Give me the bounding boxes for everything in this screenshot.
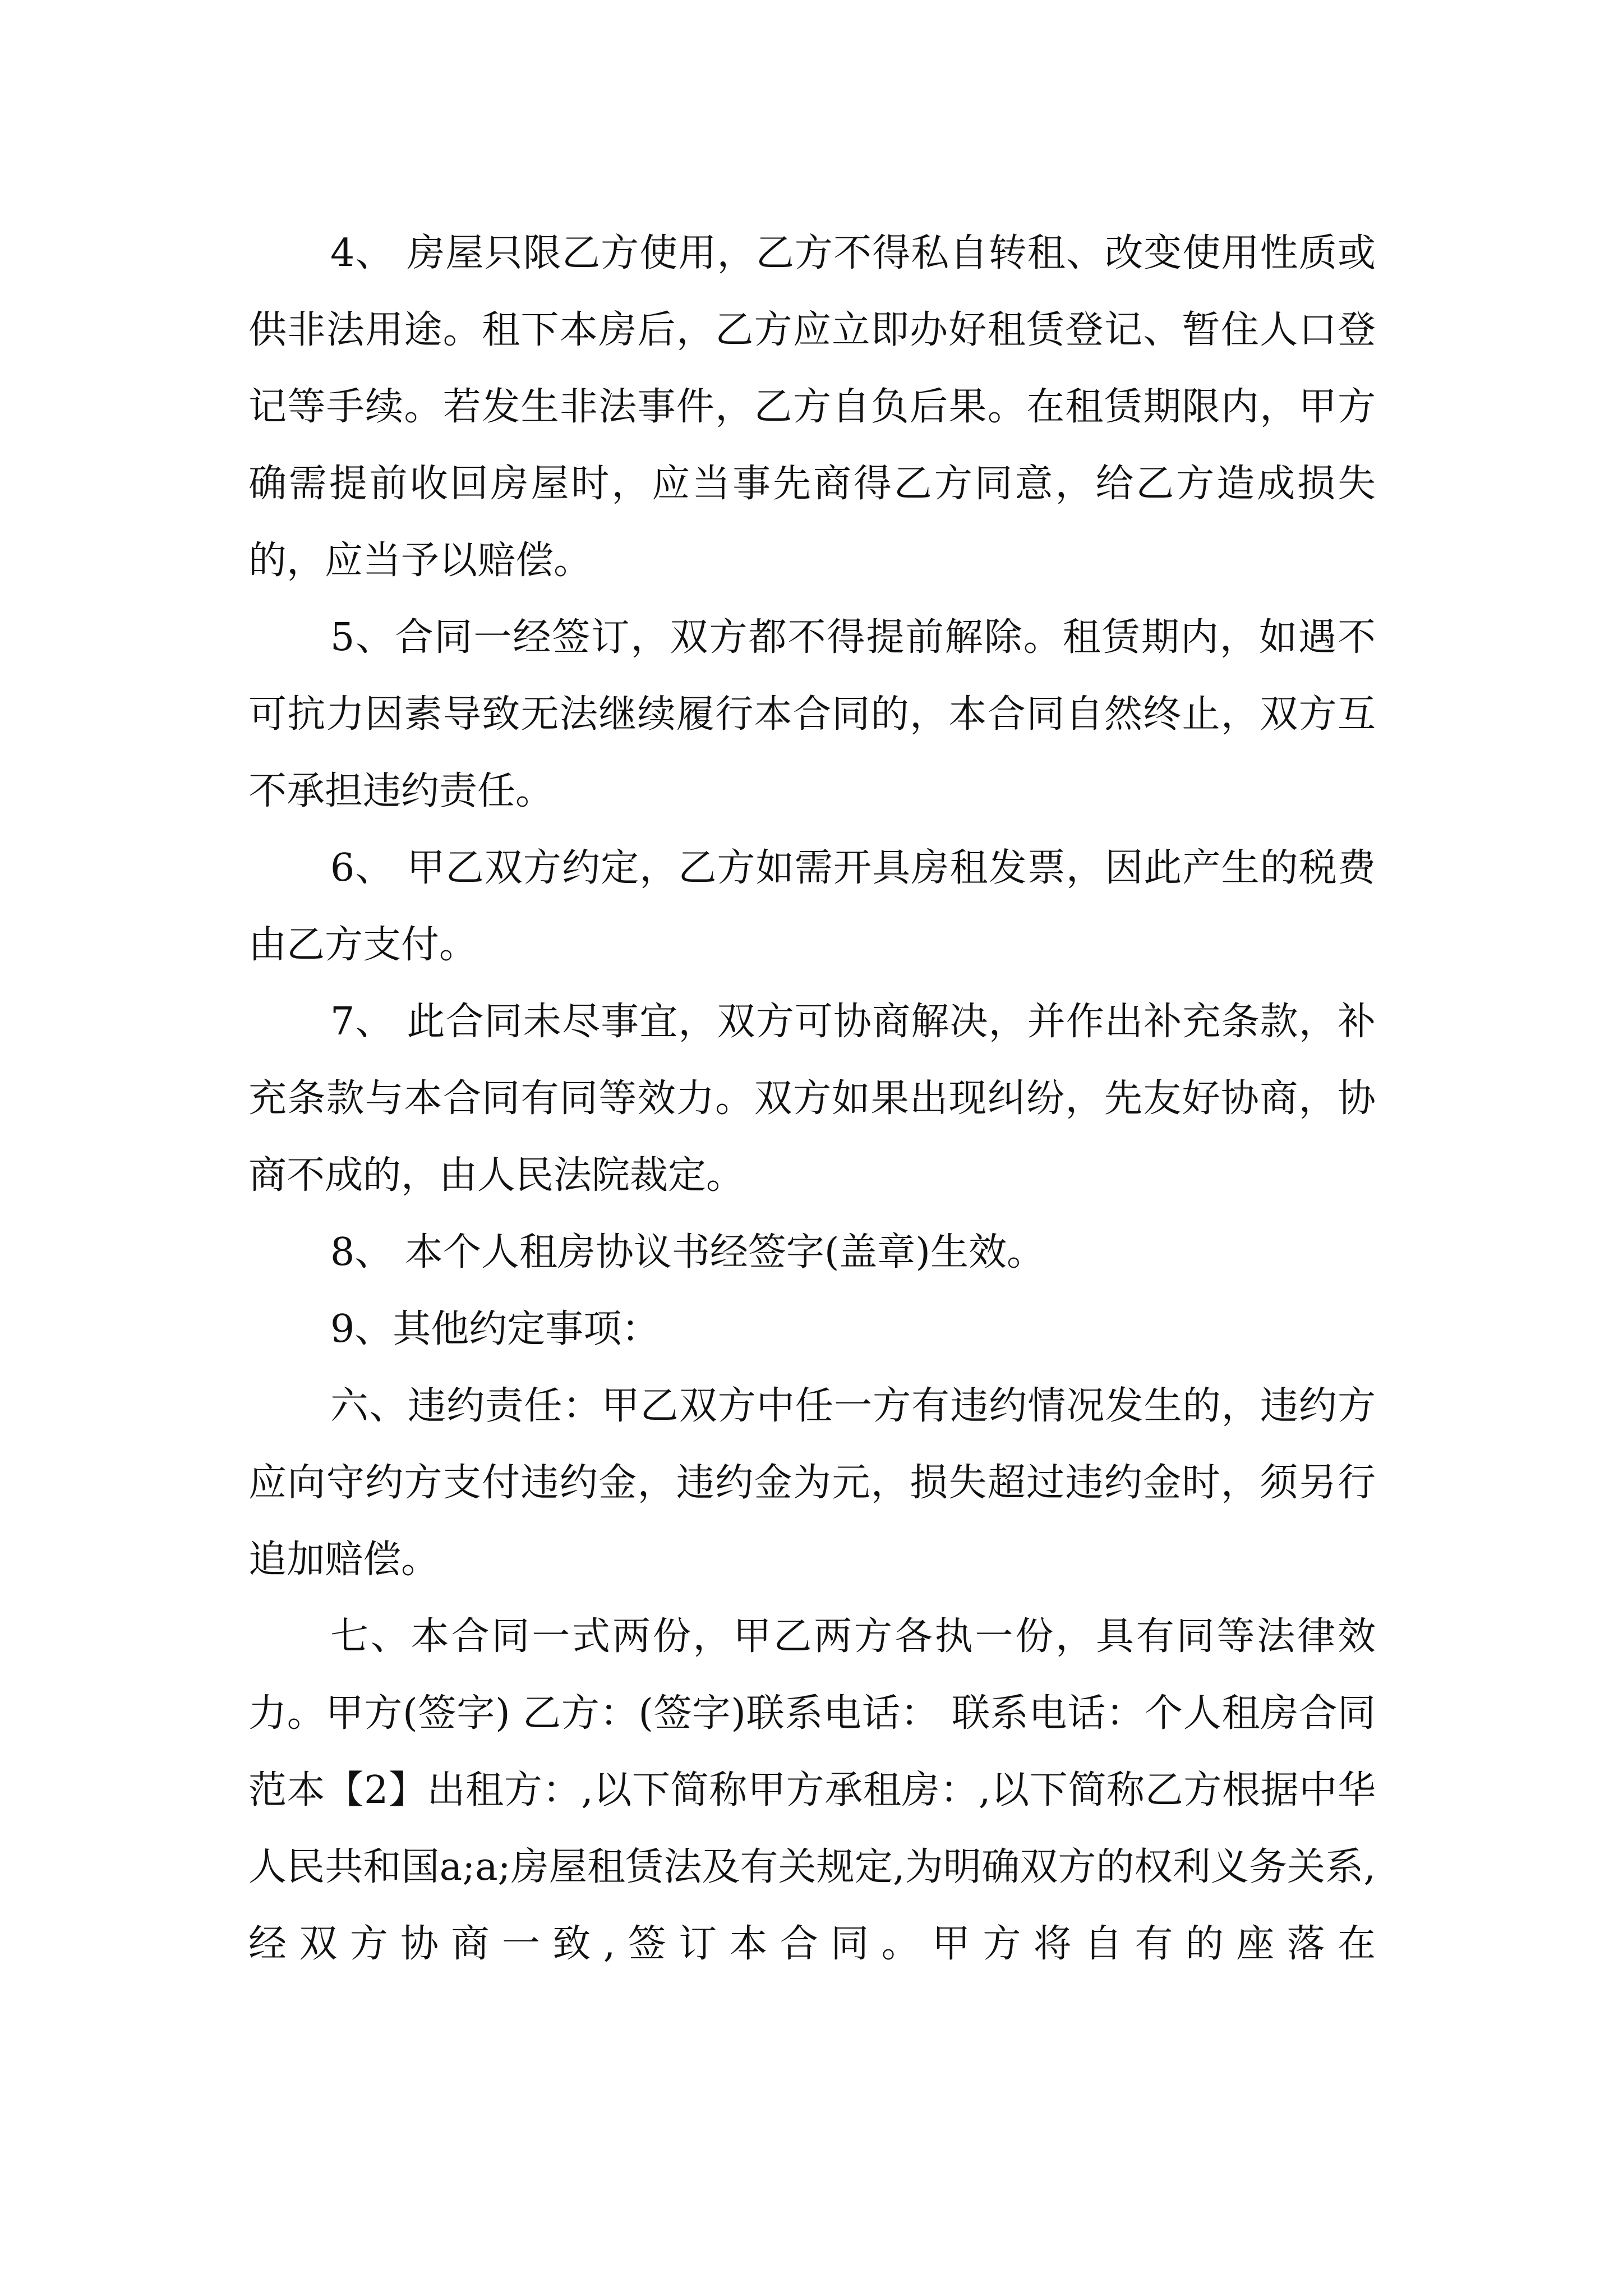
paragraph-clause-7: 7、 此合同未尽事宜，双方可协商解决，并作出补充条款，补充条款与本合同有同等效力。双方如果出现纠纷，先友好协商，协商不成的，由人民法院裁定。	[248, 1000, 1376, 1198]
paragraph-clause-6: 6、 甲乙双方约定，乙方如需开具房租发票，因此产生的税费由乙方支付。	[248, 846, 1376, 967]
paragraph-section-copies: 七、本合同一式两份，甲乙两方各执一份，具有同等法律效力。甲方(签字) 乙方：(签字)联系电话： 联系电话：个人租房合同范本【2】出租方：,以下简称甲方承租房：,以下简称乙方根据中华人民共和国a;a;房屋租赁法及有关规定,为明确双方的权利义务关系,经双方协商一致,签订本合同。甲方将自有的座落在	[248, 1614, 1376, 1966]
paragraph-clause-4: 4、 房屋只限乙方使用，乙方不得私自转租、改变使用性质或供非法用途。租下本房后，乙方应立即办好租赁登记、暂住人口登记等手续。若发生非法事件，乙方自负后果。在租赁期限内，甲方确需提前收回房屋时，应当事先商得乙方同意，给乙方造成损失的，应当予以赔偿。	[248, 231, 1376, 583]
paragraph-clause-5: 5、合同一经签订，双方都不得提前解除。租赁期内，如遇不可抗力因素导致无法继续履行本合同的，本合同自然终止，双方互不承担违约责任。	[248, 615, 1376, 813]
paragraph-clause-8: 8、 本个人租房协议书经签字(盖章)生效。	[330, 1230, 1045, 1274]
paragraph-clause-9: 9、其他约定事项：	[330, 1307, 660, 1351]
paragraph-section-breach: 六、违约责任：甲乙双方中任一方有违约情况发生的，违约方应向守约方支付违约金，违约金为元，损失超过违约金时，须另行追加赔偿。	[248, 1384, 1376, 1582]
document-body	[248, 215, 1376, 1982]
